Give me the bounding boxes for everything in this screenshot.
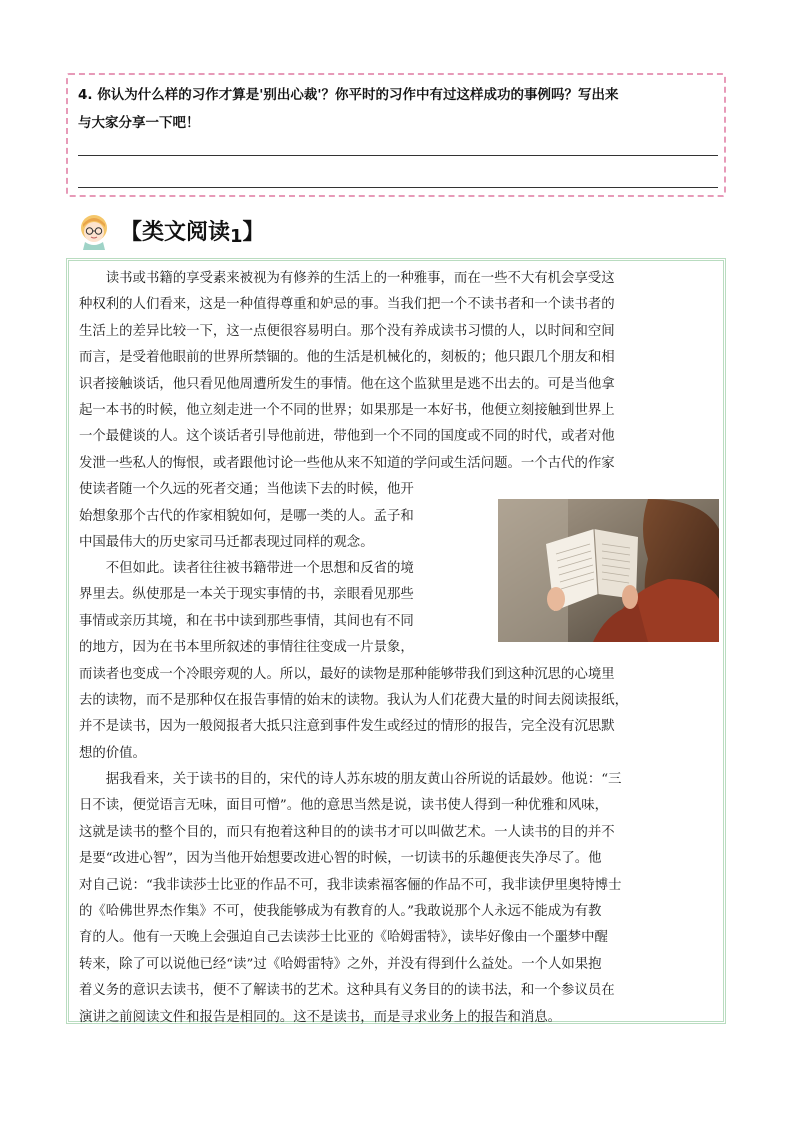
article-line: 的地方，因为在书本里所叙述的事情往往变成一片景象，	[79, 640, 414, 656]
question-line-2: 与大家分享一下吧！	[78, 115, 200, 131]
article-line: 据我看来，关于读书的目的，宋代的诗人苏东坡的朋友黄山谷所说的话最妙。他说：“三	[79, 772, 622, 787]
article-line: 演讲之前阅读文件和报告是相同的。这不是读书，而是寻求业务上的报告和消息。	[79, 1009, 562, 1025]
article-line: 转来，除了可以说他已经“读”过《哈姆雷特》之外，并没有得到什么益处。一个人如果抱	[79, 956, 602, 972]
article-line: 一个最健谈的人。这个谈话者引导他前进，带他到一个不同的国度或不同的时代，或者对他	[79, 429, 615, 445]
article-line: 起一本书的时候，他立刻走进一个不同的世界；如果那是一本好书，他便立刻接触到世界上	[79, 403, 615, 419]
article-line: 这就是读书的整个目的，而只有抱着这种目的的读书才可以叫做艺术。一人读书的目的并不	[79, 824, 615, 840]
article-line: 育的人。他有一天晚上会强迫自己去读莎士比亚的《哈姆雷特》，读毕好像由一个噩梦中醒	[79, 930, 608, 946]
article-line: 日不读，便觉语言无味，面目可憎”。他的意思当然是说，读书使人得到一种优雅和风味，	[79, 798, 609, 814]
section-title: 【类文阅读1】	[120, 219, 265, 247]
question-text	[78, 81, 718, 137]
article-line: 中国最伟大的历史家司马迁都表现过同样的观念。	[79, 535, 374, 551]
article-line: 并不是读书，因为一般阅报者大抵只注意到事件发生或经过的情形的报告，完全没有沉思默	[79, 719, 615, 735]
article-line: 使读者随一个久远的死者交通；当他读下去的时候，他开	[79, 482, 414, 498]
article-line: 不但如此。读者往往被书籍带进一个思想和反省的境	[79, 561, 414, 576]
article-line: 对自己说：“我非读莎士比亚的作品不可，我非读索福客俪的作品不可，我非读伊里奥特博士	[79, 877, 622, 893]
article-line: 识者接触谈话，他只看见他周遭所发生的事情。他在这个监狱里是逃不出去的。可是当他拿	[79, 376, 615, 392]
answer-line-2[interactable]	[78, 187, 718, 188]
article-line: 生活上的差异比较一下，这一点便很容易明白。那个没有养成读书习惯的人，以时间和空间	[79, 323, 615, 339]
article-line: 想的价值。	[79, 745, 146, 761]
girl-reading-book-photo	[498, 499, 719, 642]
girl-avatar-icon	[74, 210, 114, 250]
answer-line-1[interactable]	[78, 155, 718, 156]
article-line: 是要“改进心智”，因为当他开始想要改进心智的时候，一切读书的乐趣便丧失净尽了。他	[79, 851, 602, 867]
article-line: 始想象那个古代的作家相貌如何，是哪一类的人。孟子和	[79, 508, 414, 524]
question-line-1: 4. 你认为什么样的习作才算是'别出心裁'？你平时的习作中有过这样成功的事例吗？写出来	[78, 87, 619, 103]
article-line: 着义务的意识去读书，便不了解读书的艺术。这种具有义务目的的读书法，和一个参议员在	[79, 983, 615, 999]
question-box	[66, 73, 726, 197]
article-line: 的《哈佛世界杰作集》不可，使我能够成为有教育的人。”我敢说那个人永远不能成为有教	[79, 904, 602, 920]
article-paragraph-3	[79, 767, 719, 1031]
article-line: 界里去。纵使那是一本关于现实事情的书，亲眼看见那些	[79, 587, 414, 603]
article-line: 种权利的人们看来，这是一种值得尊重和妒忌的事。当我们把一个不读书者和一个读书者的	[79, 297, 615, 313]
reading-article	[66, 258, 726, 1024]
article-line: 而读者也变成一个冷眼旁观的人。所以，最好的读物是那种能够带我们到这种沉思的心境里	[79, 666, 615, 682]
article-line: 而言，是受着他眼前的世界所禁锢的。他的生活是机械化的，刻板的；他只跟几个朋友和相	[79, 350, 615, 366]
section-heading	[74, 206, 265, 254]
article-line: 去的读物，而不是那种仅在报告事情的始末的读物。我认为人们花费大量的时间去阅读报纸，	[79, 693, 629, 709]
article-line: 读书或书籍的享受素来被视为有修养的生活上的一种雅事，而在一些不大有机会享受这	[79, 271, 615, 286]
article-line: 发泄一些私人的悔恨，或者跟他讨论一些他从来不知道的学问或生活问题。一个古代的作家	[79, 455, 615, 471]
article-line: 事情或亲历其境，和在书中读到那些事情，其间也有不同	[79, 613, 414, 629]
